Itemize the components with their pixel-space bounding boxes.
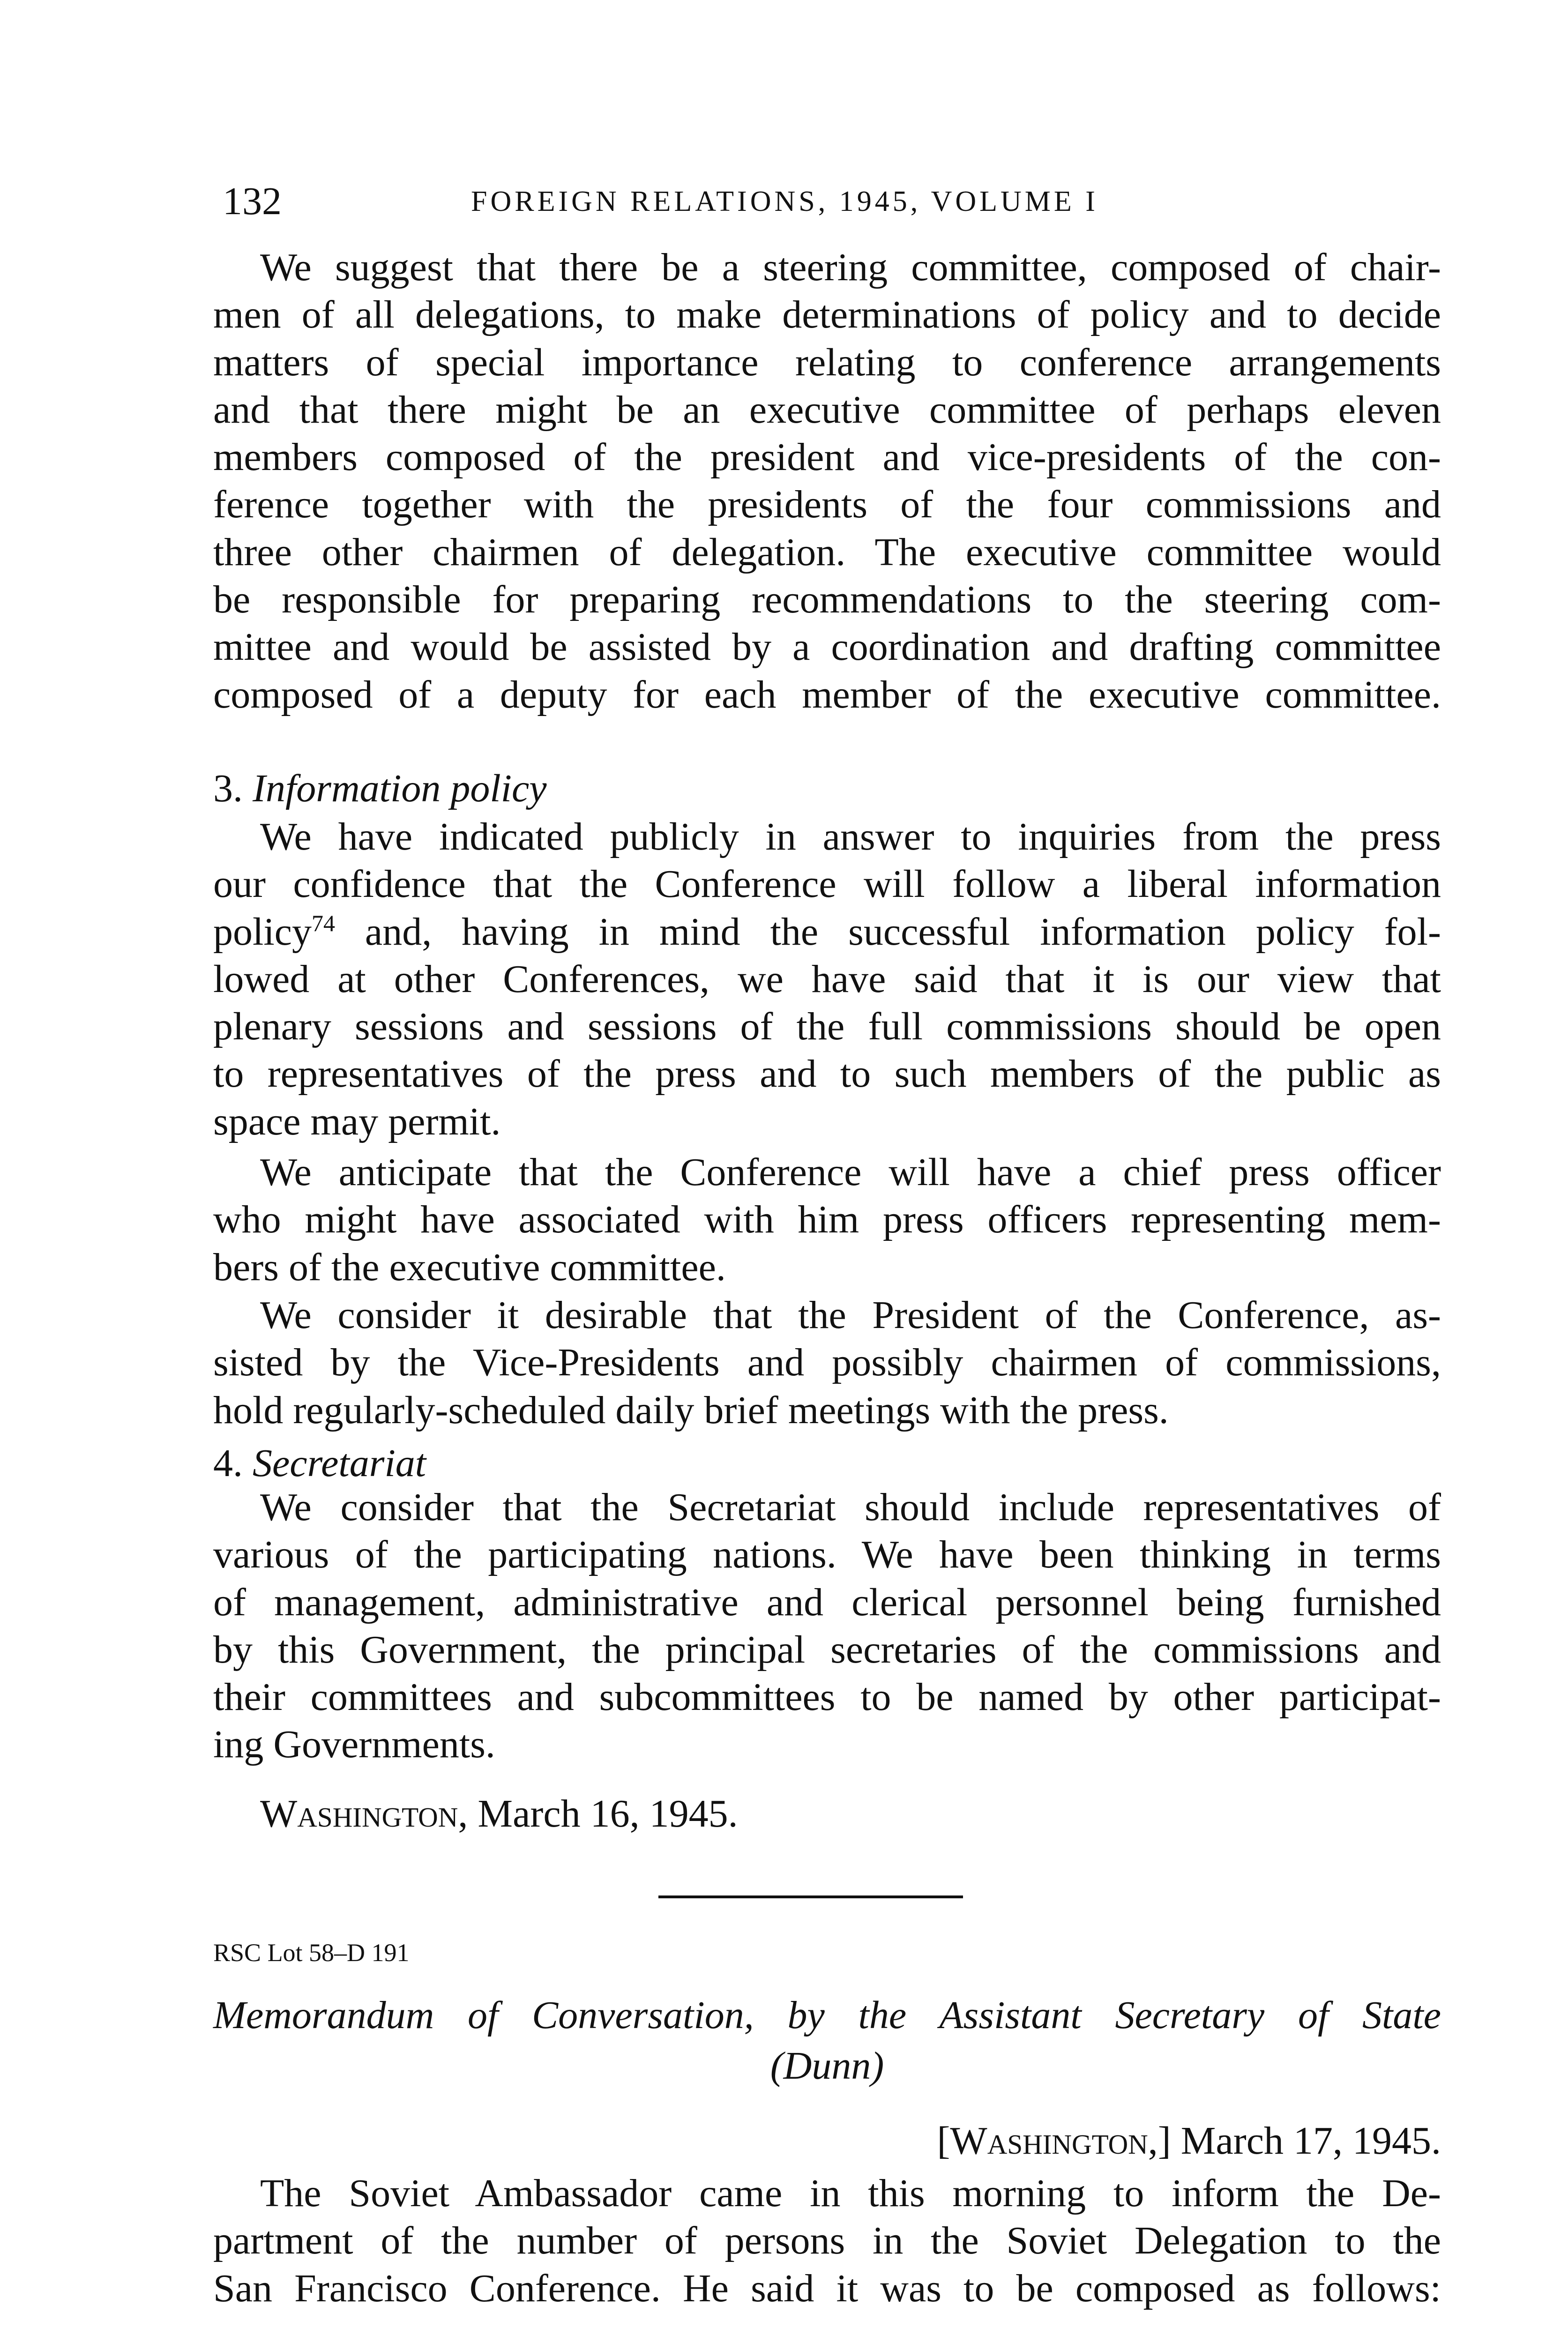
section-heading-information-policy [213,763,547,814]
text-line: sisted by the Vice-Presidents and possibly chairmen of commissions, [213,1341,1441,1385]
text-line-with-footnote [213,908,1441,955]
section-title: Secretariat [253,1441,426,1485]
text-fragment: and, having in mind the successful information policy fol- [335,910,1441,954]
text-line: by this Government, the principal secretaries of the commissions and [213,1627,1441,1671]
memo-title [213,1990,1441,2091]
running-head: FOREIGN RELATIONS, 1945, VOLUME I [471,186,1098,217]
secretariat-paragraph [213,1484,1441,1768]
text-line: to representatives of the press and to such members of the public as [213,1052,1441,1096]
bracket: [ [937,2119,950,2163]
text-line: We anticipate that the Conference will have a chief press officer [260,1150,1441,1194]
text-line: and that there might be an executive committee of perhaps eleven [213,388,1441,432]
text-line: ing Governments. [213,1723,495,1767]
text-line: plenary sessions and sessions of the full commissions should be open [213,1005,1441,1049]
dateline-line [213,2117,1441,2164]
text-line: who might have associated with him press officers representing mem- [213,1198,1441,1242]
text-line: composed of a deputy for each member of the executive committee. [213,672,1441,716]
dateline-date: , March 16, 1945. [458,1792,738,1836]
text-line: three other chairmen of delegation. The executive committee would [213,530,1441,574]
text-line: partment of the number of persons in the Soviet Delegation to the [213,2219,1441,2263]
dateline-washington-march-16 [260,1788,738,1840]
steering-paragraph [213,244,1441,718]
dateline-place: Washington [260,1792,458,1836]
text-line: men of all delegations, to make determinations of policy and to decide [213,293,1441,337]
text-line: ference together with the presidents of the four commissions and [213,483,1441,527]
page-number: 132 [223,179,282,223]
section-number: 3. [213,767,243,810]
text-line: We consider it desirable that the President of the Conference, as- [260,1293,1441,1337]
memo-dateline [213,2117,1441,2164]
text-line: matters of special importance relating to conference arrangements [213,340,1441,384]
text-fragment: policy [213,910,312,954]
text-line: space may permit. [213,1099,501,1143]
text-line: San Francisco Conference. He said it was to be composed as follows: [213,2266,1441,2310]
page-header [223,173,1488,230]
footnote-reference[interactable]: 74 [311,910,335,936]
information-policy-paragraph-3 [213,1291,1441,1434]
text-line: We consider that the Secretariat should include representatives of [260,1485,1441,1529]
text-line: We suggest that there be a steering committee, composed of chair- [260,246,1441,289]
text-line: their committees and subcommittees to be named by other participat- [213,1675,1441,1719]
text-line: be responsible for preparing recommendations to the steering com- [213,578,1441,622]
text-line: hold regularly-scheduled daily brief meetings with the press. [213,1388,1169,1432]
section-heading-secretariat [213,1438,426,1489]
information-policy-paragraph-1 [213,813,1441,1145]
text-line: lowed at other Conferences, we have said that it is our view that [213,957,1441,1001]
dateline-date: ,] March 17, 1945. [1148,2119,1441,2163]
text-line: We have indicated publicly in answer to inquiries from the press [260,815,1441,858]
section-number: 4. [213,1441,243,1485]
text-line: members composed of the president and vice-presidents of the con- [213,435,1441,479]
text-line: various of the participating nations. We have been thinking in terms [213,1533,1441,1577]
text-line: bers of the executive committee. [213,1245,726,1289]
file-reference: RSC Lot 58–D 191 [213,1939,410,1967]
text-line: The Soviet Ambassador came in this morning to inform the De- [260,2171,1441,2215]
dateline-place: Washington [950,2119,1148,2163]
section-divider [658,1895,963,1898]
memo-title-line-1: Memorandum of Conversation, by the Assistant Secretary of State [213,1993,1441,2037]
text-line: of management, administrative and clerical personnel being furnished [213,1580,1441,1624]
text-line: mittee and would be assisted by a coordination and drafting committee [213,625,1441,669]
information-policy-paragraph-2 [213,1149,1441,1291]
memo-title-line-2: (Dunn) [770,2044,884,2088]
text-line: our confidence that the Conference will follow a liberal information [213,862,1441,906]
section-title: Information policy [253,767,547,810]
memo-paragraph [213,2170,1441,2312]
